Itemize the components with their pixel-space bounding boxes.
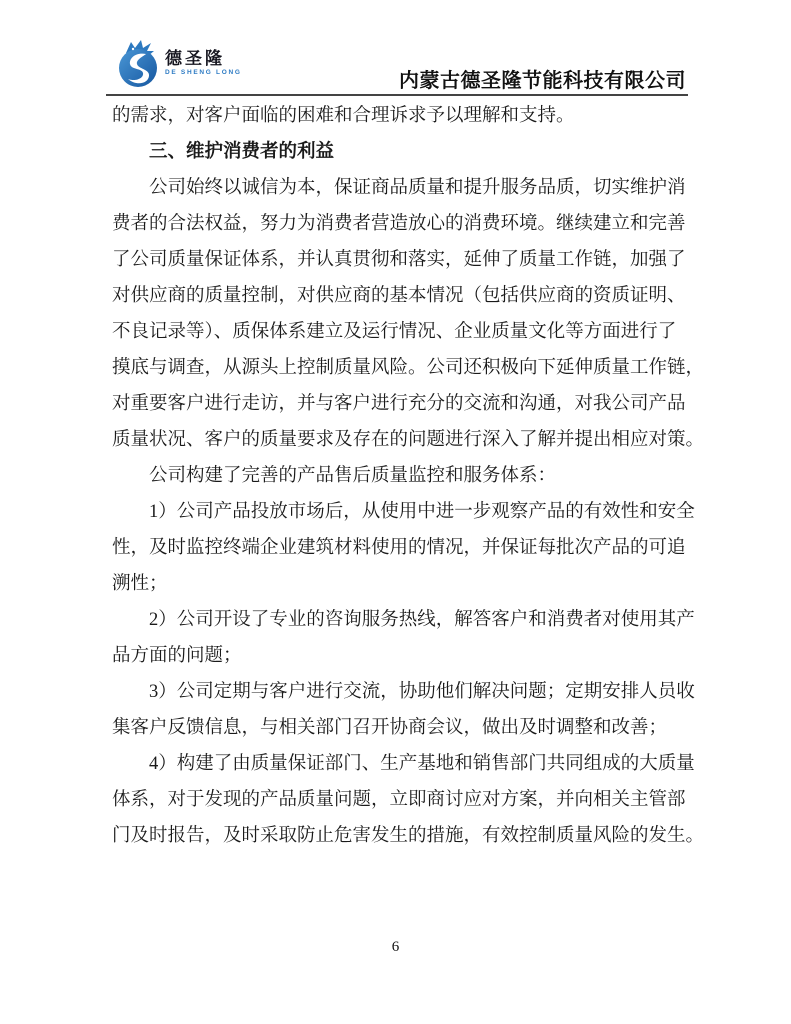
text-line: 3）公司定期与客户进行交流，协助他们解决问题；定期安排人员收 [149,682,695,702]
text-line: 的需求，对客户面临的困难和合理诉求予以理解和支持。 [112,106,575,126]
document-body [112,96,705,854]
text-line: 摸底与调查，从源头上控制质量风险。公司还积极向下延伸质量工作链， [112,358,705,378]
header-rule [106,94,688,96]
text-line: 门及时报告，及时采取防止危害发生的措施，有效控制质量风险的发生。 [112,826,705,846]
content-column [112,0,705,854]
text-line: 了公司质量保证体系，并认真贯彻和落实，延伸了质量工作链，加强了 [112,250,686,270]
text-line: 集客户反馈信息，与相关部门召开协商会议，做出及时调整和改善； [112,718,668,738]
company-name: 内蒙古德圣隆节能科技有限公司 [399,70,686,92]
text-line: 费者的合法权益，努力为消费者营造放心的消费环境。继续建立和完善 [112,214,686,234]
dragon-s-logo-icon [116,40,162,90]
text-line: 不良记录等）、质保体系建立及运行情况、企业质量文化等方面进行了 [112,322,677,342]
text-line: 质量状况、客户的质量要求及存在的问题进行深入了解并提出相应对策。 [112,430,705,450]
page-number: 6 [391,939,400,955]
text-line: 体系，对于发现的产品质量问题，立即商讨应对方案，并向相关主管部 [112,790,686,810]
text-line: 品方面的问题； [112,646,242,666]
text-line: 1）公司产品投放市场后，从使用中进一步观察产品的有效性和安全 [149,502,695,522]
company-logo [116,40,242,90]
logo-cn-text: 德圣隆 [165,49,225,68]
text-line: 2）公司开设了专业的咨询服务热线，解答客户和消费者对使用其产 [149,610,695,630]
text-line: 对重要客户进行走访，并与客户进行充分的交流和沟通，对我公司产品 [112,394,686,414]
text-line: 对供应商的质量控制，对供应商的基本情况（包括供应商的资质证明、 [112,286,686,306]
logo-en-text: DE SHENG LONG [165,69,242,76]
page-header [112,0,686,96]
text-line: 公司始终以诚信为本，保证商品质量和提升服务品质，切实维护消 [149,178,686,198]
logo-text [165,40,242,77]
text-line: 溯性； [112,574,168,594]
section-heading: 三、维护消费者的利益 [149,142,335,162]
page-footer [0,939,791,956]
text-line: 公司构建了完善的产品售后质量监控和服务体系： [149,466,557,486]
text-line: 4）构建了由质量保证部门、生产基地和销售部门共同组成的大质量 [149,754,695,774]
text-line: 性，及时监控终端企业建筑材料使用的情况，并保证每批次产品的可追 [112,538,686,558]
